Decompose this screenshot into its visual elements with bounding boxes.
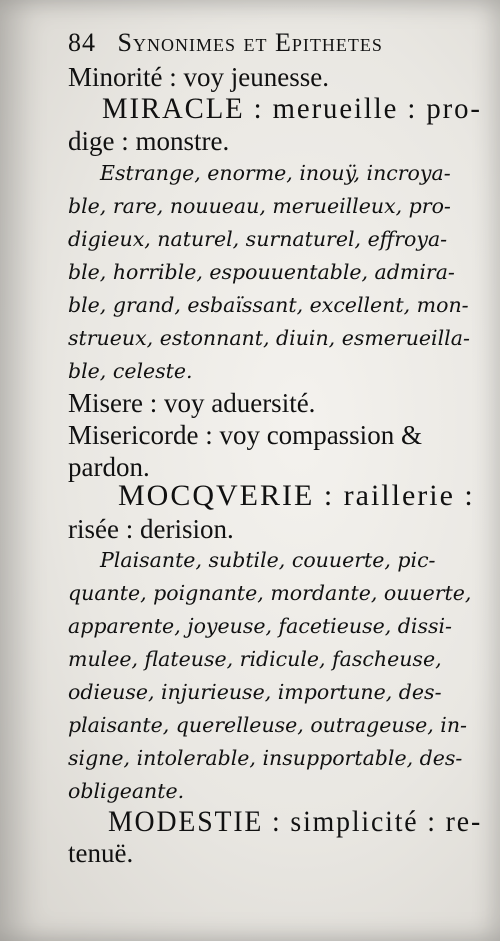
epithet-line: Plaisante, subtile, couuerte, pic- (100, 548, 436, 572)
epithet-line: odieuse, injurieuse, importune, des- (68, 680, 442, 704)
heading-mocquerie: MOCQVERIE : raillerie : (118, 479, 475, 512)
epithet-line: strueux, estonnant, diuin, esmerueilla- (68, 326, 470, 350)
running-header (68, 28, 383, 58)
epithet-line: obligeante. (68, 779, 185, 803)
text-line: tenuë. (68, 838, 134, 868)
page-number: 84 (68, 28, 96, 57)
epithet-line: apparente, joyeuse, facetieuse, dissi- (68, 614, 452, 638)
epithet-line: plaisante, querelleuse, outrageuse, in- (68, 713, 467, 737)
epithet-line: ble, celeste. (68, 359, 193, 383)
epithet-line: ble, horrible, espouuentable, admira- (68, 260, 455, 284)
text-line: dige : monstre. (68, 126, 230, 156)
entry-minorite: Minorité : voy jeunesse. (68, 62, 329, 92)
epithet-line: digieux, naturel, surnaturel, effroya- (68, 227, 448, 251)
epithet-line: mulee, flateuse, ridicule, fascheuse, (68, 647, 442, 671)
entry-misere: Misere : voy aduersité. (68, 388, 316, 418)
epithet-line: quante, poignante, mordante, ouuerte, (68, 581, 472, 605)
heading-miracle: MIRACLE : merueille : pro- (102, 92, 482, 125)
text-line: pardon. (68, 452, 150, 482)
text-line: risée : derision. (68, 514, 234, 544)
heading-modestie: MODESTIE : simplicité : re- (108, 805, 483, 838)
epithet-line: ble, rare, nouueau, merueilleux, pro- (68, 194, 451, 218)
epithet-line: signe, intolerable, insupportable, des- (68, 746, 463, 770)
epithet-line: Estrange, enorme, inouÿ, incroya- (100, 161, 451, 185)
entry-misericorde: Misericorde : voy compassion & (68, 420, 422, 450)
running-head: Synonimes et Epithetes (117, 28, 383, 57)
epithet-line: ble, grand, esbaïssant, excellent, mon- (68, 293, 469, 317)
